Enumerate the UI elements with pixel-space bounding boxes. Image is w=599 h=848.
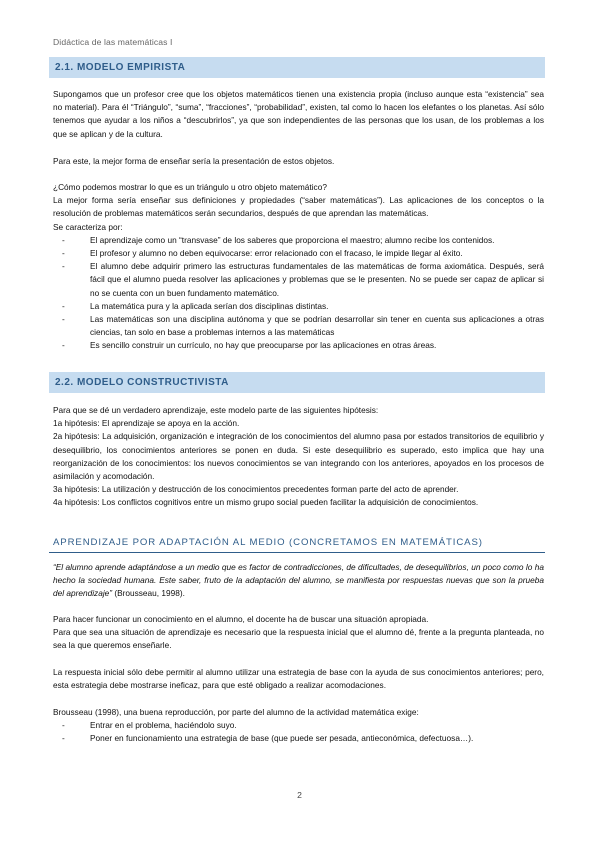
hypothesis-2: 2a hipótesis: La adquisición, organización e integración de los conocimientos del alumno pasa por estados transitorios de equilibrio y desequilibrio, los conocimientos anteriores se ponen en duda. Si este desequilibrio es superado, esto implica que hay una reorganización de los conocimientos: los nuevos conocimientos se van integrando con los anteriores, apoyados en los procesos de asimilación y acomodación.: [53, 431, 544, 482]
list-item: - Entrar en el problema, haciéndolo suyo.: [53, 719, 544, 732]
paragraph: La respuesta inicial sólo debe permitir al alumno utilizar una estrategia de base con la ayuda de sus conocimientos anteriores; pero, esta estrategia debe mostrarse ineficaz, para que esté obligado a realizar acomodaciones.: [53, 667, 544, 691]
list-item: - La matemática pura y la aplicada serían dos disciplinas distintas.: [53, 300, 544, 313]
hypothesis-3: 3a hipótesis: La utilización y destrucción de los conocimientos precedentes forman parte del acto de aprender.: [53, 484, 459, 495]
list-item: - Es sencillo construir un currículo, no hay que preocuparse por las aplicaciones en otras áreas.: [53, 339, 544, 352]
paragraph: Para que sea una situación de aprendizaje es necesario que la respuesta inicial que el alumno dé, frente a la pregunta planteada, no sea la que queremos enseñarle.: [53, 627, 544, 651]
dash-bullet-icon: -: [62, 340, 65, 351]
empirista-question-block: [53, 181, 544, 353]
constructivista-block: [53, 404, 544, 510]
characteristics-list: [53, 234, 544, 353]
paragraph: Para hacer funcionar un conocimiento en el alumno, el docente ha de buscar una situación apropiada.: [53, 614, 429, 624]
quote-source: (Brousseau, 1998).: [112, 588, 185, 599]
empirista-intro-paragraph: [53, 88, 544, 141]
paragraph: Para este, la mejor forma de enseñar sería la presentación de estos objetos.: [53, 156, 335, 166]
adaptation-quote: [53, 561, 544, 601]
dash-bullet-icon: -: [62, 720, 65, 731]
question-line: ¿Cómo podemos mostrar lo que es un triángulo u otro objeto matemático?: [53, 182, 327, 192]
list-item: - El profesor y alumno no deben equivocarse: error relacionado con el fracaso, le impide llegar al éxito.: [53, 247, 544, 260]
section-heading-constructivista: 2.2. MODELO CONSTRUCTIVISTA: [49, 372, 545, 393]
dash-bullet-icon: -: [62, 261, 65, 272]
dash-bullet-icon: -: [62, 234, 65, 245]
section-heading-empirista: 2.1. MODELO EMPIRISTA: [49, 57, 545, 78]
dash-bullet-icon: -: [62, 733, 65, 744]
list-item: - Poner en funcionamiento una estrategia de base (que puede ser pesada, antieconómica, defectuosa…).: [53, 732, 544, 745]
hypothesis-1: 1a hipótesis: El aprendizaje se apoya en la acción.: [53, 418, 240, 429]
adaptation-paragraph-3: [53, 706, 544, 746]
paragraph: Supongamos que un profesor cree que los objetos matemáticos tienen una existencia propia (incluso aunque esta “existencia” sea no material). Para él “Triángulo”, “suma”, “fracciones”, “probabilidad”, existen, tal como lo hacen los elefantes o los planetas. Así sólo tenemos que ayudar a los niños a “descubrirlos”, ya que son independientes de las personas que los usan, de los problemas a los que se aplican y de la cultura.: [53, 89, 544, 139]
page-number: 2: [297, 790, 302, 800]
list-item: - Las matemáticas son una disciplina autónoma y que se podrían desarrollar sin tener en cuenta sus aplicaciones a otras ciencias, tan solo en base a problemas internos a las matemáticas: [62, 314, 544, 338]
requirements-list: [53, 719, 544, 745]
paragraph: La mejor forma sería enseñar sus definiciones y propiedades (“saber matemáticas”). Las aplicaciones de los conceptos o la resolución de problemas matemáticos serán secundarios, después de que aprendan las matemáticas.: [53, 195, 544, 219]
dash-bullet-icon: -: [62, 300, 65, 311]
paragraph: Para que se dé un verdadero aprendizaje, este modelo parte de las siguientes hipótesis:: [53, 405, 379, 415]
dash-bullet-icon: -: [62, 314, 65, 325]
quote-text: “El alumno aprende adaptándose a un medio que es factor de contradicciones, de dificultades, de desequilibrios, un poco como lo ha hecho la sociedad humana. Este saber, fruto de la adaptación del alumno, se manifiesta por respuestas nuevas que son la prueba del aprendizaje”: [53, 562, 544, 599]
sub-heading-adaptacion: APRENDIZAJE POR ADAPTACIÓN AL MEDIO (CONCRETAMOS EN MATEMÁTICAS): [49, 534, 545, 553]
adaptation-paragraph-1: [53, 613, 544, 653]
adaptation-paragraph-2: [53, 666, 544, 692]
empirista-paragraph-2: [53, 155, 544, 168]
list-item: - El aprendizaje como un “transvase” de los saberes que proporciona el maestro; alumno recibe los contenidos.: [53, 234, 544, 247]
list-intro: Se caracteriza por:: [53, 221, 123, 232]
running-header: Didáctica de las matemáticas I: [53, 37, 173, 47]
dash-bullet-icon: -: [62, 248, 65, 259]
hypothesis-4: 4a hipótesis: Los conflictos cognitivos entre un mismo grupo social pueden facilitar la adquisición de conocimientos.: [53, 497, 479, 508]
paragraph: Brousseau (1998), una buena reproducción, por parte del alumno de la actividad matemática exige:: [53, 707, 419, 717]
list-item: - El alumno debe adquirir primero las estructuras fundamentales de las matemáticas de forma axiomática. Después, será fácil que el alumno pueda resolver las aplicaciones y problemas que se le presenten. No se puede ser capaz de aplicar si no se cuenta con un buen fundamento matemático.: [62, 261, 544, 298]
